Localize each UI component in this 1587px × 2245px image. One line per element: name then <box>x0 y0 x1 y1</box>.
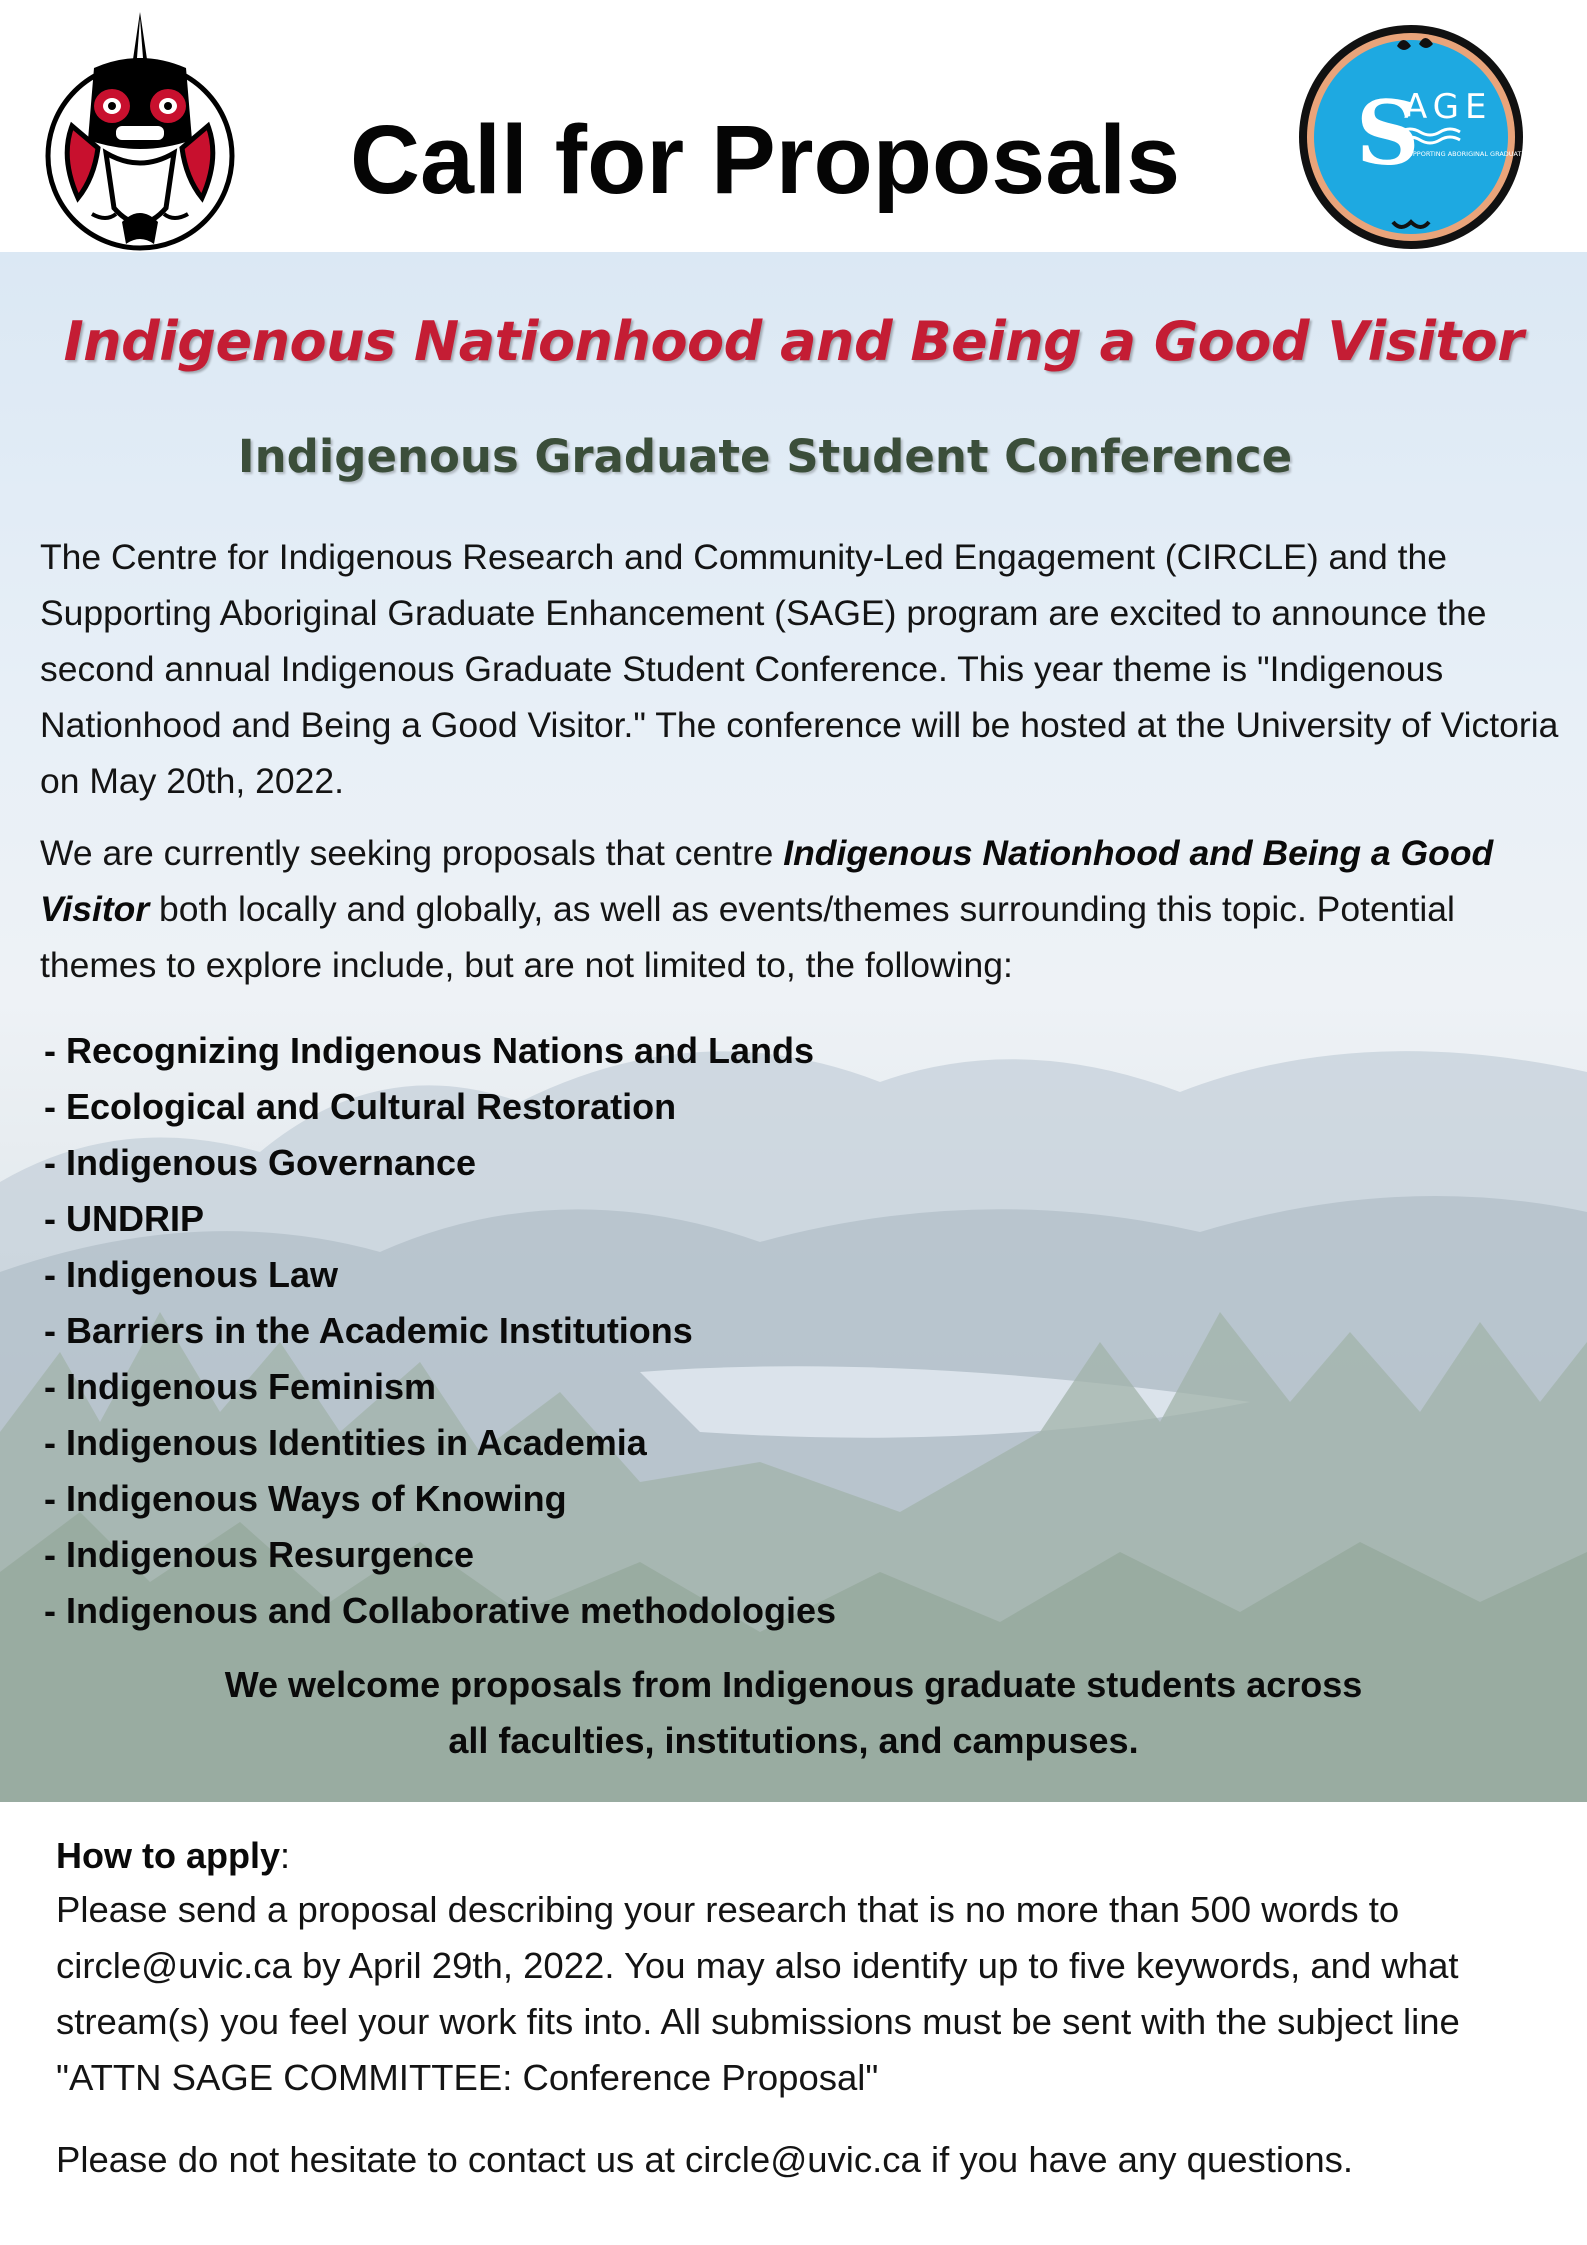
content-band <box>0 252 1587 1802</box>
sage-logo-caption: SUPPORTING ABORIGINAL GRADUATE ENHANCEMENT <box>1404 150 1578 158</box>
welcome-line-2: all faculties, institutions, and campuses. <box>448 1720 1139 1761</box>
list-item: - Indigenous Governance <box>44 1142 477 1183</box>
sage-logo-text: AGE <box>1404 87 1493 127</box>
main-title: Call for Proposals <box>349 105 1181 214</box>
apply-heading-label: How to apply <box>56 1835 280 1876</box>
conference-name: Indigenous Graduate Student Conference <box>237 430 1293 483</box>
list-item: - Indigenous Law <box>44 1254 338 1295</box>
orca-circle-logo <box>36 8 244 258</box>
sage-logo-s-letter: S <box>1356 81 1420 185</box>
welcome-statement <box>60 1657 1527 1769</box>
list-item: - Indigenous Identities in Academia <box>44 1422 647 1463</box>
apply-heading-colon: : <box>280 1835 291 1876</box>
welcome-line-1: We welcome proposals from Indigenous graduate students across <box>224 1664 1363 1705</box>
apply-instructions: Please send a proposal describing your research that is no more than 500 words to circle@uvic.ca by April 29th, 2022. You may also identify up to five keywords, and what stream(s) you feel your work fits into. All submissions must be sent with the subject line "ATTN SAGE COMMITTEE: Conference Proposal" <box>56 1889 1460 2098</box>
conference-theme-title: Indigenous Nationhood and Being a Good Visitor <box>63 310 1524 373</box>
list-item: - Indigenous Feminism <box>44 1366 437 1407</box>
list-item: - Ecological and Cultural Restoration <box>44 1086 677 1127</box>
list-item: - Indigenous Resurgence <box>44 1534 475 1575</box>
list-item: - Recognizing Indigenous Nations and Lands <box>44 1030 815 1071</box>
apply-heading <box>56 1828 290 1884</box>
intro-paragraph: The Centre for Indigenous Research and Community-Led Engagement (CIRCLE) and the Supporting Aboriginal Graduate Enhancement (SAGE) program are excited to announce the second annual Indigenous Graduate Student Conference. This year theme is "Indigenous Nationhood and Being a Good Visitor." The conference will be hosted at the University of Victoria on May 20th, 2022. <box>40 537 1559 801</box>
list-item: - Indigenous Ways of Knowing <box>44 1478 567 1519</box>
sage-logo <box>1296 22 1578 252</box>
contact-note: Please do not hesitate to contact us at circle@uvic.ca if you have any questions. <box>56 2139 1354 2180</box>
list-item: - UNDRIP <box>44 1198 204 1239</box>
theme-list <box>44 1023 1244 1639</box>
how-to-apply-section <box>0 1802 1587 2245</box>
list-item: - Barriers in the Academic Institutions <box>44 1310 693 1351</box>
header <box>0 0 1587 252</box>
seeking-text-before: We are currently seeking proposals that centre <box>40 833 784 873</box>
seeking-text-after: both locally and globally, as well as events/themes surrounding this topic. Potential themes to explore include, but are not limited to, the following: <box>40 889 1455 985</box>
seeking-emphasis: Indigenous Nationhood and Being a Good Visitor <box>40 833 1494 929</box>
band-content <box>0 252 1587 1802</box>
list-item: - Indigenous and Collaborative methodologies <box>44 1590 837 1631</box>
seeking-paragraph <box>40 825 1570 993</box>
